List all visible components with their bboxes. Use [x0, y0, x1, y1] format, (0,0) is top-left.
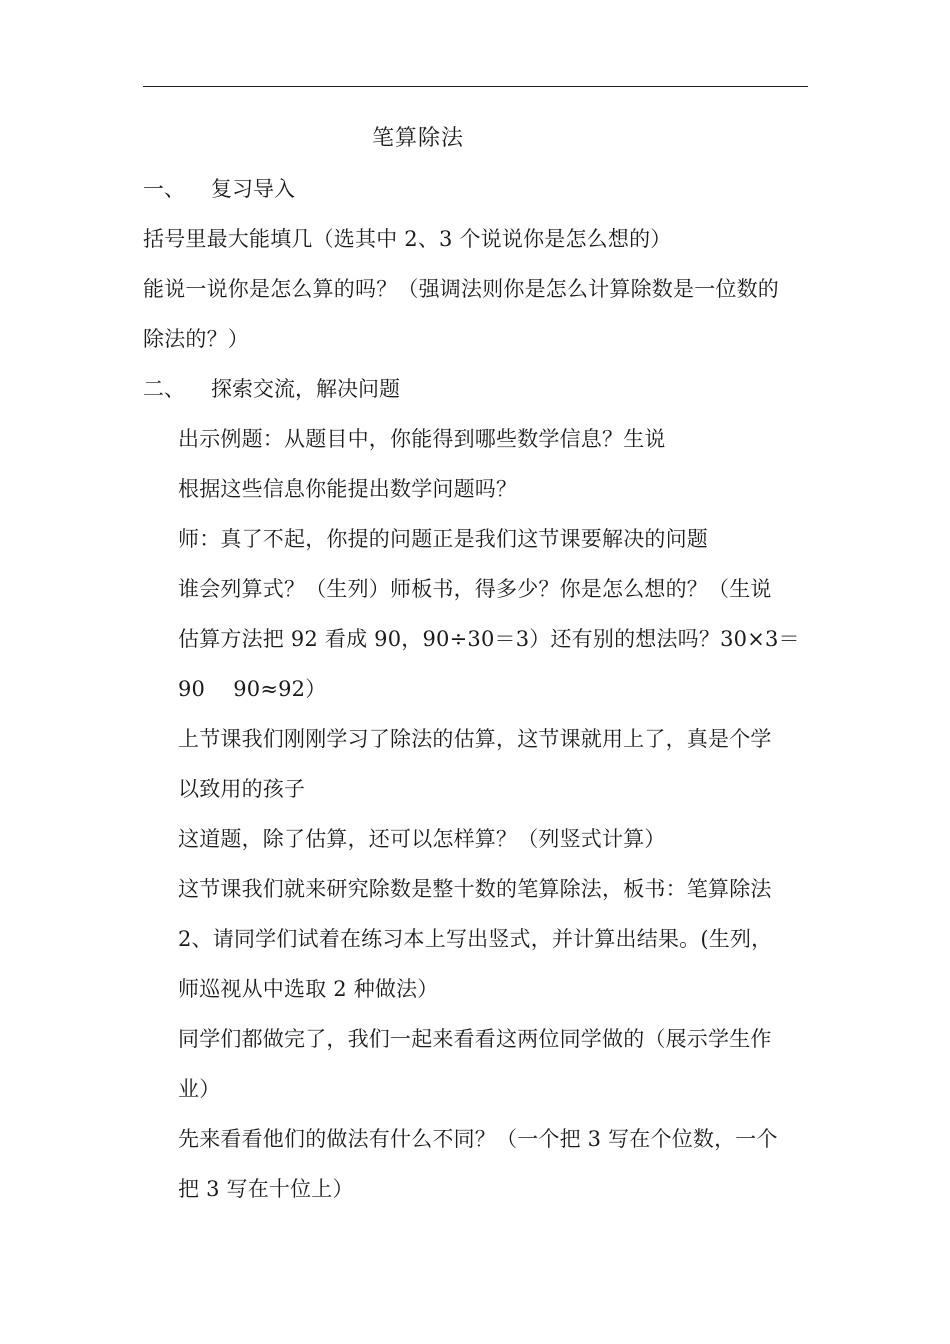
- text-line: 能说一说你是怎么算的吗？（强调法则你是怎么计算除数是一位数的: [143, 277, 779, 301]
- section-number: 二、: [143, 377, 185, 401]
- text-line: 同学们都做完了，我们一起来看看这两位同学做的（展示学生作: [178, 1027, 772, 1051]
- section-heading-2: [143, 374, 400, 404]
- text-line: 师巡视从中选取 2 种做法）: [178, 977, 439, 1001]
- text-line: 师：真了不起，你提的问题正是我们这节课要解决的问题: [178, 527, 708, 551]
- section-title: 探索交流，解决问题: [211, 377, 400, 401]
- text-line: 以致用的孩子: [178, 777, 306, 801]
- text-line: 出示例题：从题目中，你能得到哪些数学信息？生说: [178, 427, 666, 451]
- text-line: 把 3 写在十位上）: [178, 1177, 354, 1201]
- text-line: 括号里最大能填几（选其中 2、3 个说说你是怎么想的）: [143, 227, 672, 251]
- text-line: 根据这些信息你能提出数学问题吗？: [178, 477, 518, 501]
- text-line: 这节课我们就来研究除数是整十数的笔算除法，板书：笔算除法: [178, 877, 772, 901]
- text-line: 估算方法把 92 看成 90，90÷30＝3）还有别的想法吗？30×3＝: [178, 627, 800, 651]
- header-rule: [143, 86, 808, 87]
- text-line: 除法的？）: [143, 327, 249, 351]
- section-title: 复习导入: [211, 177, 295, 201]
- text-line: 业）: [178, 1077, 221, 1101]
- text-line: 先来看看他们的做法有什么不同？（一个把 3 写在个位数，一个: [178, 1127, 778, 1151]
- text-line: 这道题，除了估算，还可以怎样算？（列竖式计算）: [178, 827, 666, 851]
- section-heading-1: [143, 174, 295, 204]
- text-line: 2、请同学们试着在练习本上写出竖式，并计算出结果。(生列，: [178, 927, 773, 951]
- text-line: 谁会列算式？（生列）师板书，得多少？你是怎么想的？（生说: [178, 577, 772, 601]
- section-number: 一、: [143, 177, 185, 201]
- text-line: 上节课我们刚刚学习了除法的估算，这节课就用上了，真是个学: [178, 727, 772, 751]
- page-title: 笔算除法: [372, 126, 465, 151]
- text-line: 90 90≈92）: [178, 677, 327, 701]
